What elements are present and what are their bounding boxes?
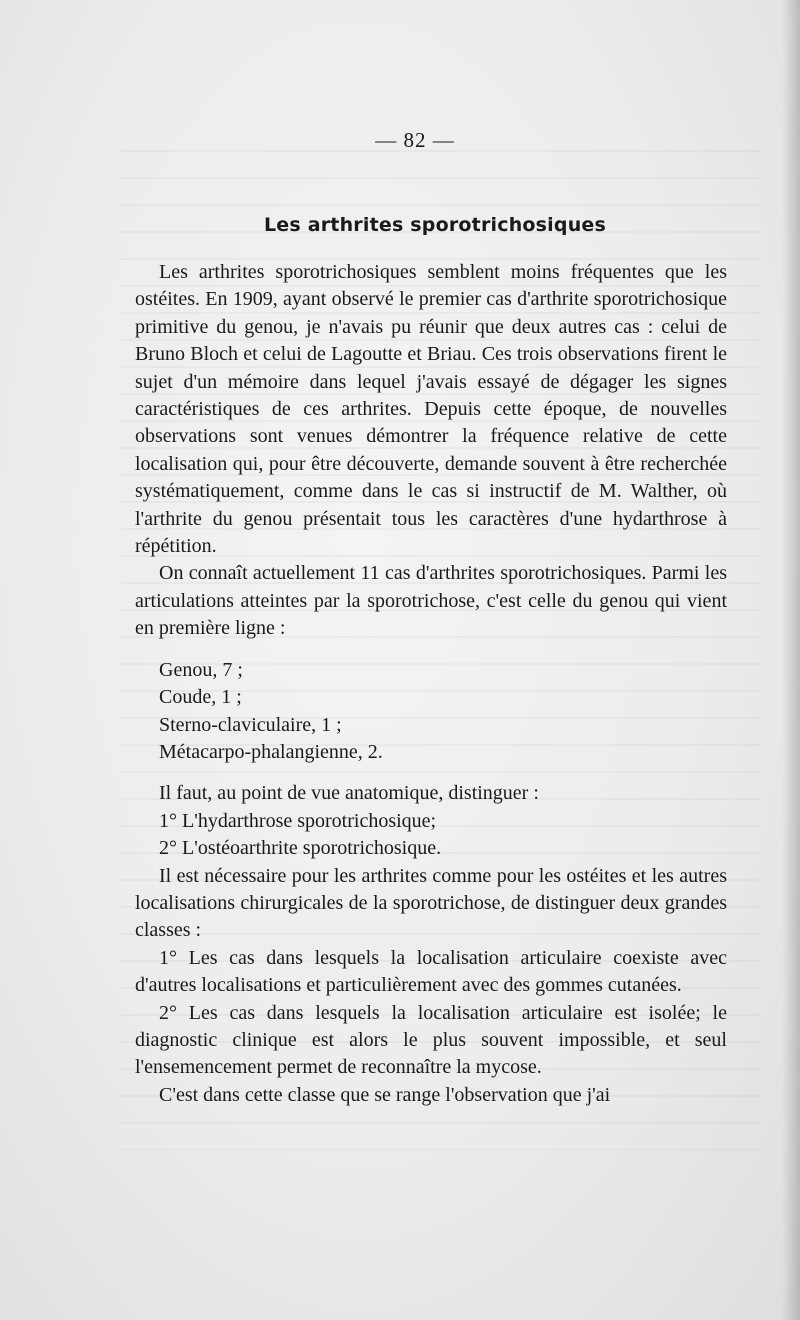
joint-item: Genou, 7 ; bbox=[159, 658, 243, 681]
distinction-item: 1° L'hydarthrose sporotrichosique; bbox=[159, 809, 437, 832]
joints-list bbox=[135, 657, 727, 767]
joint-item: Métacarpo-phalangienne, 2. bbox=[159, 740, 383, 763]
body-text bbox=[135, 259, 727, 1109]
paragraph-class-1: 1° Les cas dans lesquels la localisation articulaire coexiste avec d'autres localisations et particulièrement avec des gommes cutanées. bbox=[135, 946, 727, 997]
joint-item: Sterno-claviculaire, 1 ; bbox=[159, 713, 342, 736]
paragraph-case-count: On connaît actuellement 11 cas d'arthrites sporotrichosiques. Parmi les articulations atteintes par la sporotrichose, c'est celle du genou qui vient en première ligne : bbox=[135, 562, 727, 640]
distinction-item: 2° L'ostéoarthrite sporotrichosique. bbox=[159, 837, 442, 860]
spacer bbox=[135, 766, 727, 780]
page-number: — 82 — bbox=[375, 128, 455, 152]
section-title: Les arthrites sporotrichosiques bbox=[263, 214, 607, 236]
paragraph-class-2: 2° Les cas dans lesquels la localisation articulaire est isolée; le diagnostic clinique est alors le plus souvent impossible, et seul l'ensemencement permet de reconnaître la mycose. bbox=[135, 1001, 727, 1079]
page-edge-shadow bbox=[782, 0, 800, 1320]
distinction-list bbox=[135, 808, 727, 863]
paragraph-intro: Les arthrites sporotrichosiques semblent moins fréquentes que les ostéites. En 1909, ayant observé le premier cas d'arthrite sporotrichosique primitive du genou, je n'avais pu réunir que deux autres cas : celui de Bruno Bloch et celui de Lagoutte et Briau. Ces trois observations firent le sujet d'un mémoire dans lequel j'avais essayé de dégager les signes caractéristiques de ces arthrites. Depuis cette époque, de nouvelles observations sont venues démontrer la fréquence relative de cette localisation qui, pour être découverte, demande souvent à être recherchée systématiquement, comme dans le cas si instructif de M. Walther, où l'arthrite du genou présentait tous les caractères d'une hydarthrose à répétition. bbox=[135, 261, 727, 558]
distinction-intro: Il faut, au point de vue anatomique, distinguer : bbox=[159, 782, 539, 805]
spacer bbox=[135, 643, 727, 657]
paragraph-last-line: C'est dans cette classe que se range l'observation que j'ai bbox=[159, 1083, 611, 1106]
paragraph-classes: Il est nécessaire pour les arthrites comme pour les ostéites et les autres localisations chirurgicales de la sporotrichose, de distinguer deux grandes classes : bbox=[135, 864, 727, 942]
joint-item: Coude, 1 ; bbox=[159, 686, 242, 709]
